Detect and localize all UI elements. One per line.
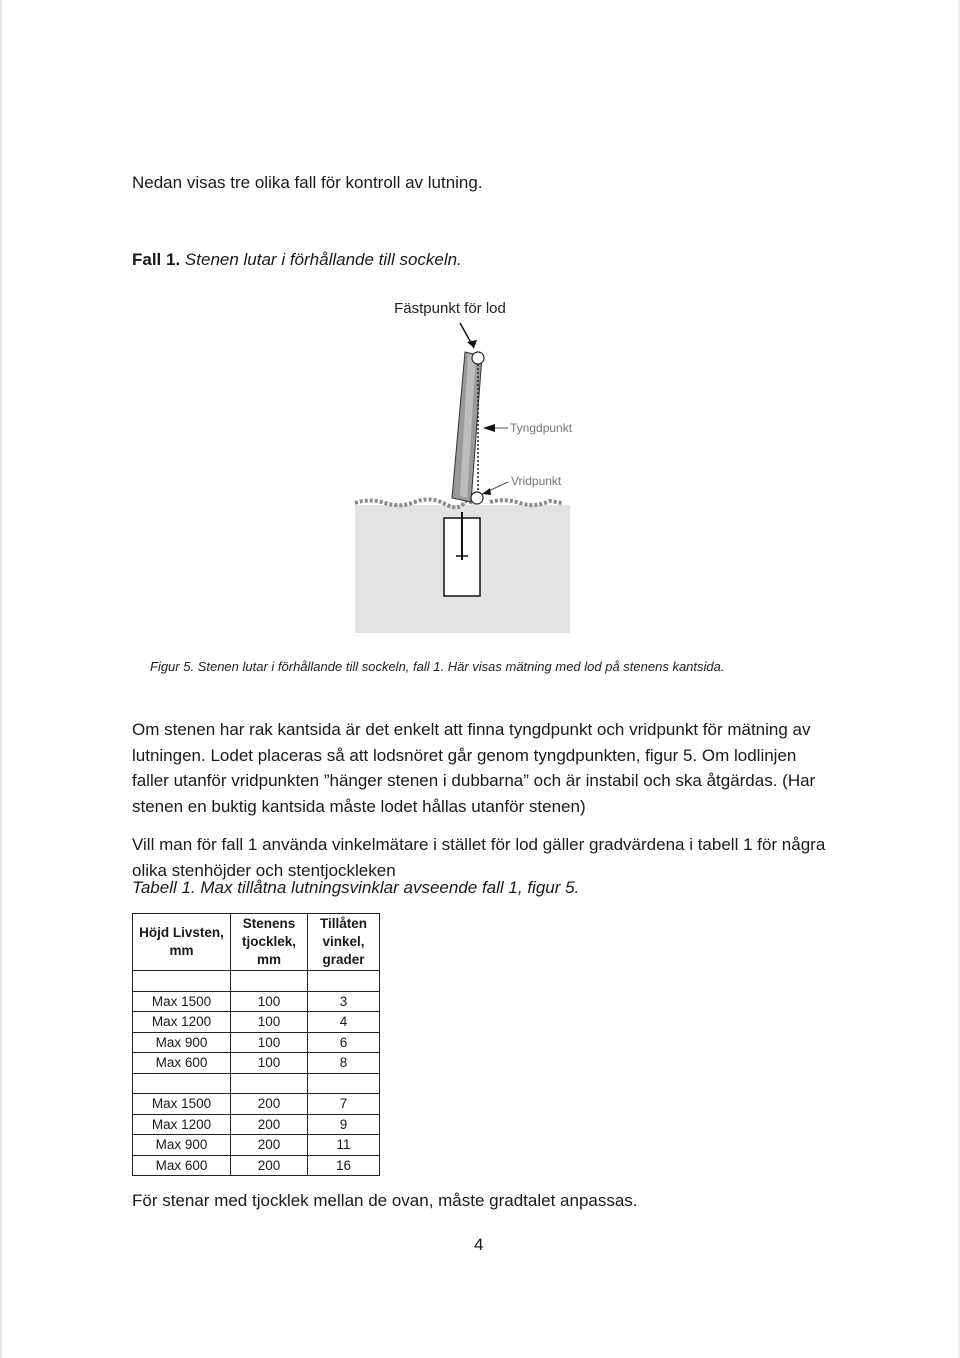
table-row: [133, 1135, 380, 1156]
table-spacer-row: [133, 971, 380, 992]
table-row: [133, 1032, 380, 1053]
cell-angle: 8: [308, 1053, 380, 1074]
figure-5: [350, 290, 610, 635]
cell-angle: 11: [308, 1135, 380, 1156]
attachment-label: Fästpunkt för lod: [394, 300, 506, 317]
cell-angle: 6: [308, 1032, 380, 1053]
cell-thickness: 100: [231, 1012, 308, 1033]
cell-height: Max 1200: [133, 1114, 231, 1135]
pivot-arrowhead: [482, 488, 491, 495]
pivot-label: Vridpunkt: [511, 474, 562, 488]
cell-thickness: 100: [231, 1032, 308, 1053]
cell-height: Max 600: [133, 1155, 231, 1176]
table-row: [133, 1012, 380, 1033]
cell-angle: 3: [308, 991, 380, 1012]
table-row: [133, 1053, 380, 1074]
case-title: Stenen lutar i förhållande till sockeln.: [184, 250, 462, 269]
cell-thickness: 200: [231, 1155, 308, 1176]
cell-angle: 4: [308, 1012, 380, 1033]
cell-height: Max 900: [133, 1135, 231, 1156]
table-caption: Tabell 1. Max tillåtna lutningsvinklar avseende fall 1, figur 5.: [132, 878, 580, 897]
table-header-row: [133, 914, 380, 971]
page-number: 4: [474, 1235, 484, 1254]
cell-height: Max 900: [133, 1032, 231, 1053]
table-spacer-row: [133, 1073, 380, 1094]
cell-height: Max 600: [133, 1053, 231, 1074]
cell-thickness: 200: [231, 1135, 308, 1156]
header-thickness: Stenens tjocklek, mm: [231, 914, 308, 971]
case-label: Fall 1.: [132, 250, 181, 269]
scan-edge-left: [0, 0, 2, 1358]
table-row: [133, 1114, 380, 1135]
pivot-circle: [471, 492, 483, 504]
cell-angle: 9: [308, 1114, 380, 1135]
attachment-point: [472, 352, 484, 364]
cell-thickness: 200: [231, 1094, 308, 1115]
attachment-arrowhead: [467, 340, 477, 348]
center-of-gravity-arrow: [483, 424, 495, 432]
footer-note: För stenar med tjocklek mellan de ovan, måste gradtalet anpassas.: [132, 1191, 638, 1210]
cell-height: Max 1500: [133, 1094, 231, 1115]
cell-thickness: 100: [231, 1053, 308, 1074]
table-row: [133, 1155, 380, 1176]
cell-angle: 16: [308, 1155, 380, 1176]
intro-text: Nedan visas tre olika fall för kontroll av lutning.: [132, 173, 483, 192]
header-height: Höjd Livsten, mm: [133, 914, 231, 971]
cell-height: Max 1200: [133, 1012, 231, 1033]
header-angle: Tillåten vinkel, grader: [308, 914, 380, 971]
cell-height: Max 1500: [133, 991, 231, 1012]
angle-table: [132, 913, 380, 1176]
cell-angle: 7: [308, 1094, 380, 1115]
paragraph-1: Om stenen har rak kantsida är det enkelt att finna tyngdpunkt och vridpunkt för mätning av lutningen. Lodet placeras så att lodsnöret går genom tyngdpunkten, figur 5. Om lodlinjen faller utanför vridpunkten ”hänger stenen i dubbarna” och är instabil och ska åtgärdas. (Har stenen en buktig kantsida måste lodet hållas utanför stenen): [132, 720, 816, 816]
table-row: [133, 991, 380, 1012]
figure-caption: Figur 5. Stenen lutar i förhållande till sockeln, fall 1. Här visas mätning med lod på stenens kantsida.: [150, 659, 725, 674]
cell-thickness: 100: [231, 991, 308, 1012]
paragraph-2: Vill man för fall 1 använda vinkelmätare i stället för lod gäller gradvärdena i tabell 1 för några olika stenhöjder och stentjockleken: [132, 835, 826, 880]
figure-illustration: [350, 290, 610, 635]
center-of-gravity-label: Tyngdpunkt: [510, 421, 573, 435]
cell-thickness: 200: [231, 1114, 308, 1135]
case-heading: [132, 248, 462, 272]
table-row: [133, 1094, 380, 1115]
